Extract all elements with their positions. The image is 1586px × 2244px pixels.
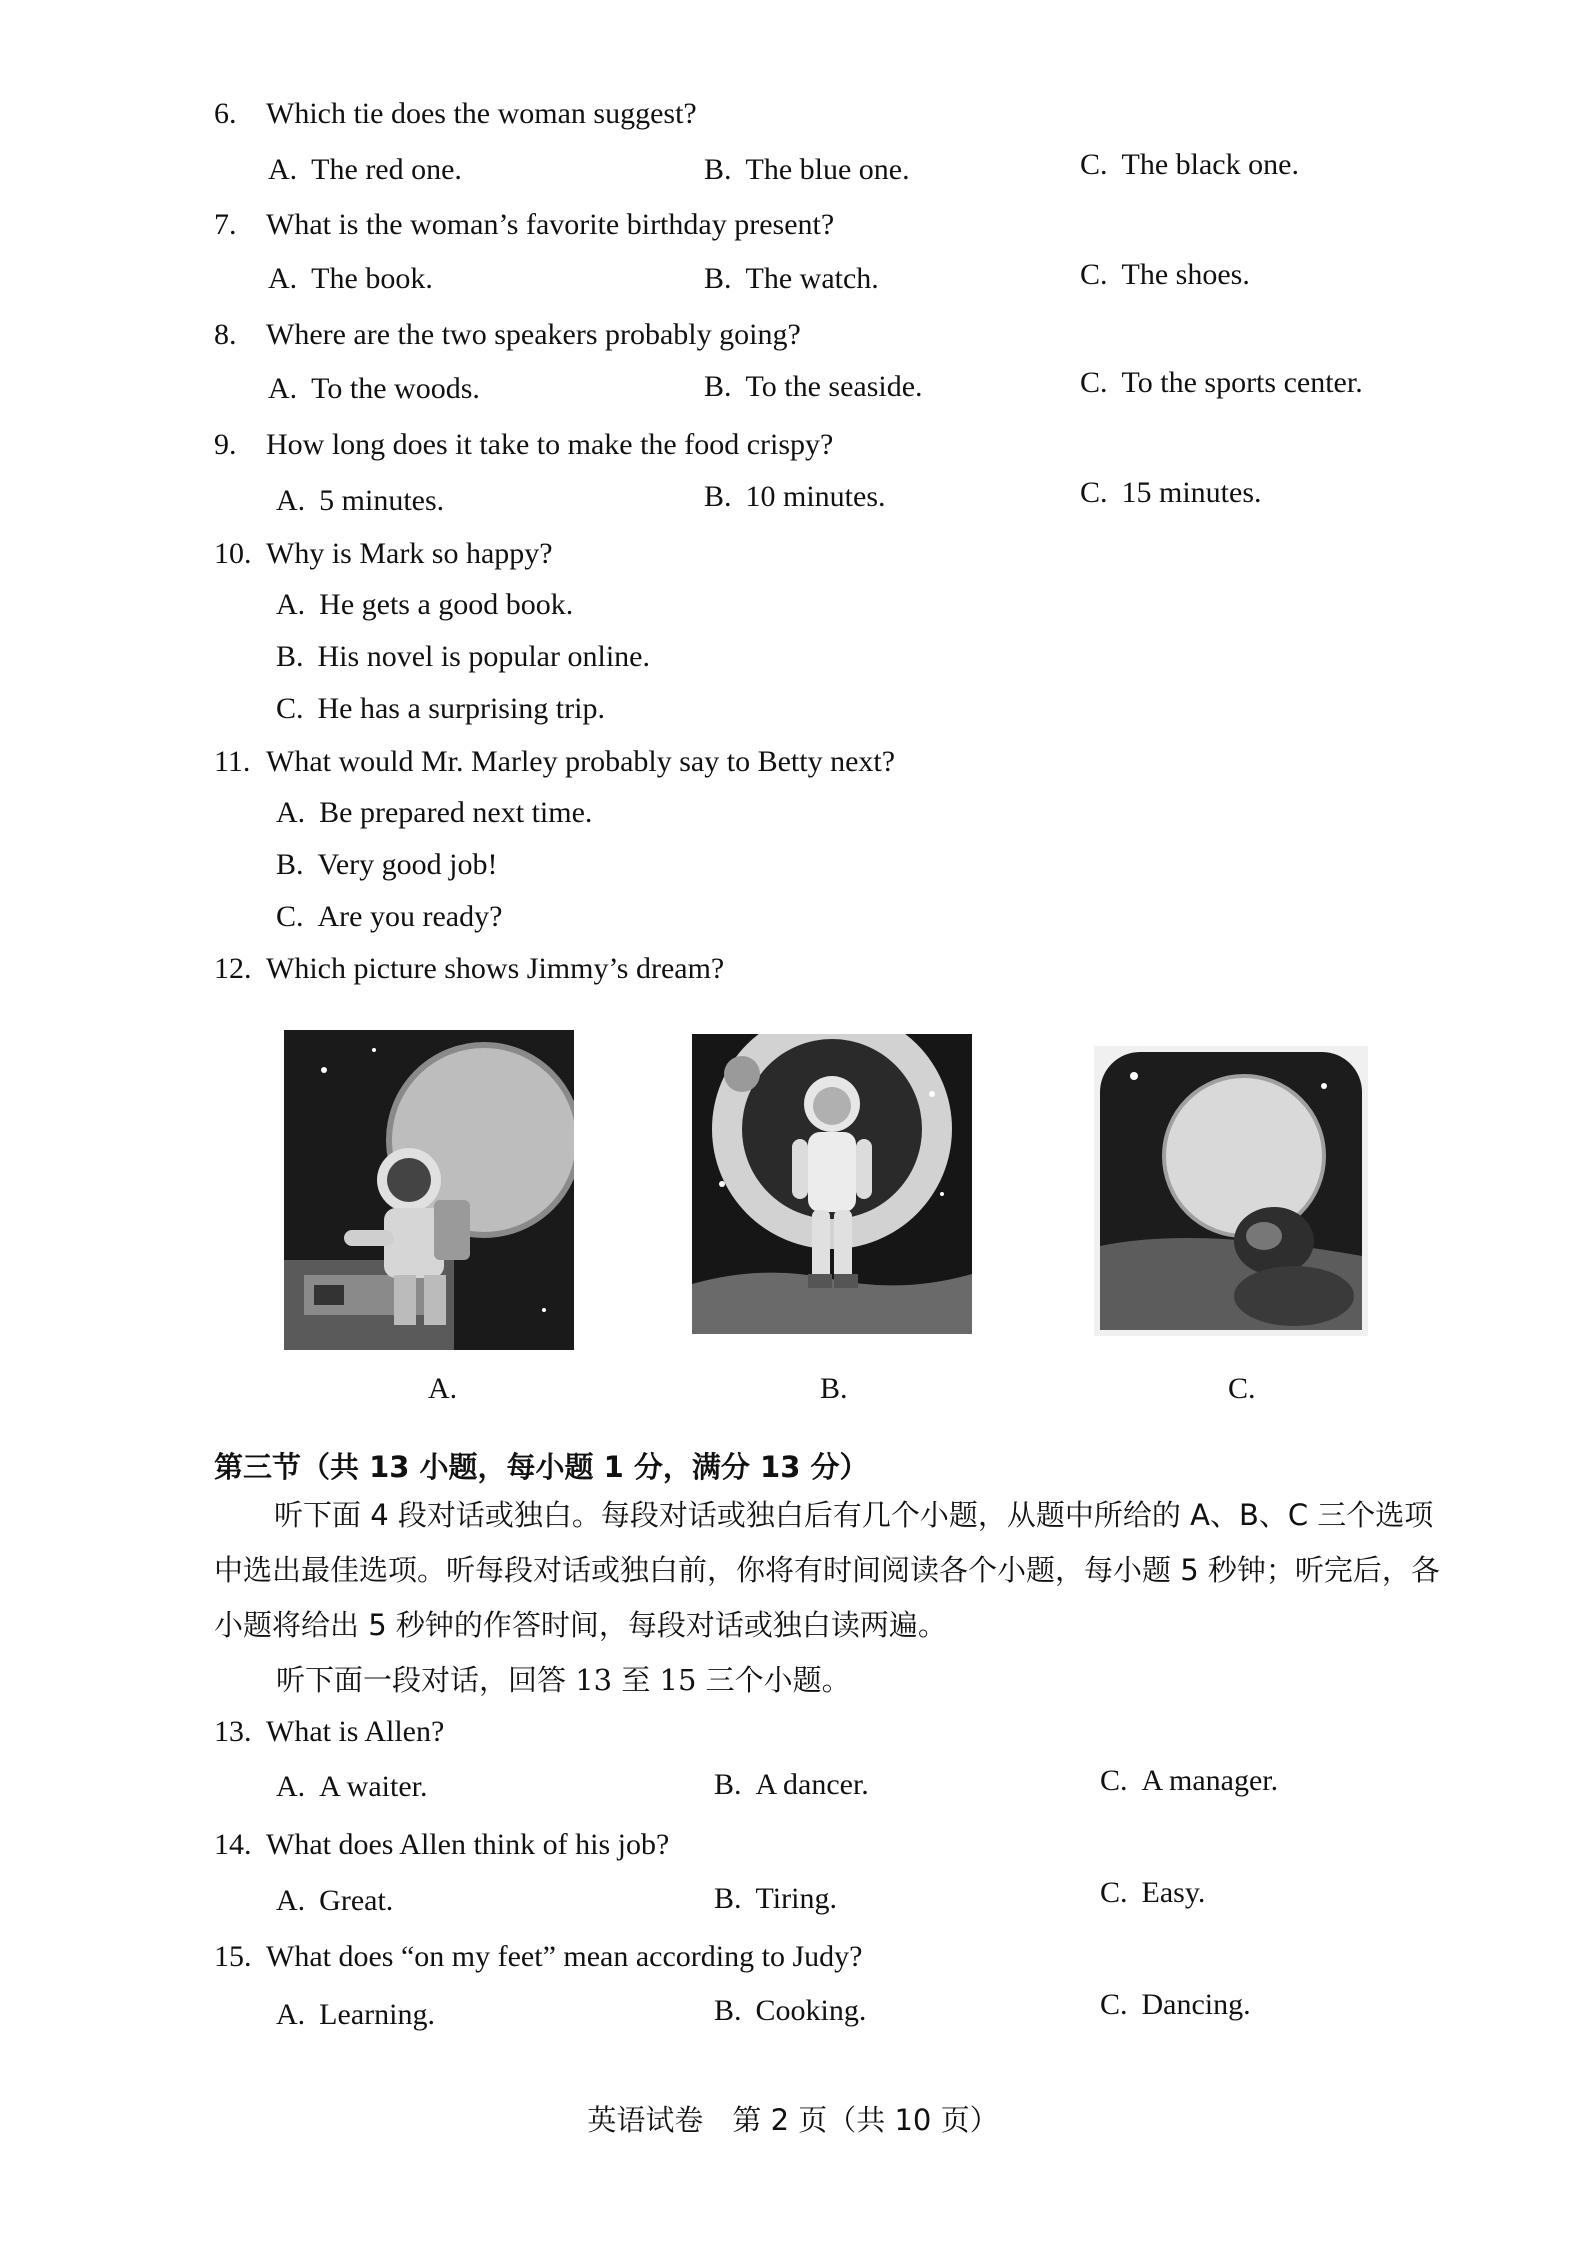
picture-c[interactable] xyxy=(1094,1046,1368,1336)
picture-b[interactable] xyxy=(692,1034,972,1334)
option-7b[interactable]: B. The watch. xyxy=(704,262,879,295)
option-7a[interactable]: A. The book. xyxy=(268,262,433,295)
option-14a[interactable]: A. Great. xyxy=(276,1884,394,1917)
option-9b[interactable]: B. 10 minutes. xyxy=(704,480,886,513)
option-15c[interactable]: C. Dancing. xyxy=(1100,1988,1251,2021)
question-text: Which tie does the woman suggest? xyxy=(266,97,697,130)
question-14: 14. What does Allen think of his job? xyxy=(214,1828,670,1861)
option-8c[interactable]: C. To the sports center. xyxy=(1080,366,1363,399)
question-11: 11. What would Mr. Marley probably say to Betty next? xyxy=(214,745,896,778)
question-7: 7. What is the woman’s favorite birthday present? xyxy=(214,208,835,241)
option-6a[interactable]: A. The red one. xyxy=(268,153,462,186)
option-11c[interactable]: C. Are you ready? xyxy=(276,900,503,933)
option-13c[interactable]: C. A manager. xyxy=(1100,1764,1279,1797)
option-8a[interactable]: A. To the woods. xyxy=(268,372,480,405)
option-7c[interactable]: C. The shoes. xyxy=(1080,258,1250,291)
picture-b-label: B. xyxy=(820,1372,848,1405)
page-footer: 英语试卷 第 2 页（共 10 页） xyxy=(587,2103,999,2137)
picture-a[interactable] xyxy=(284,1030,574,1350)
option-6c[interactable]: C. The black one. xyxy=(1080,148,1299,181)
question-number: 6. xyxy=(214,97,237,130)
option-14c[interactable]: C. Easy. xyxy=(1100,1876,1206,1909)
option-10c[interactable]: C. He has a surprising trip. xyxy=(276,692,605,725)
option-8b[interactable]: B. To the seaside. xyxy=(704,370,923,403)
question-8: 8. Where are the two speakers probably going? xyxy=(214,318,801,351)
question-15: 15. What does “on my feet” mean according to Judy? xyxy=(214,1940,863,1973)
picture-c-label: C. xyxy=(1228,1372,1256,1405)
question-6 xyxy=(214,97,697,131)
option-9c[interactable]: C. 15 minutes. xyxy=(1080,476,1262,509)
sub-instruction: 听下面一段对话，回答 13 至 15 三个小题。 xyxy=(276,1663,851,1697)
picture-a-label: A. xyxy=(428,1372,458,1405)
astronaut-walking-on-moon-icon xyxy=(692,1034,972,1334)
astronaut-looking-at-moon-icon xyxy=(1094,1046,1368,1336)
option-10b[interactable]: B. His novel is popular online. xyxy=(276,640,650,673)
option-9a[interactable]: A. 5 minutes. xyxy=(276,484,445,517)
option-11b[interactable]: B. Very good job! xyxy=(276,848,498,881)
question-12: 12. Which picture shows Jimmy’s dream? xyxy=(214,952,725,985)
section-heading: 第三节（共 13 小题，每小题 1 分，满分 13 分） xyxy=(214,1450,869,1484)
astronaut-repairing-spacecraft-icon xyxy=(284,1030,574,1350)
option-10a[interactable]: A. He gets a good book. xyxy=(276,588,574,621)
question-13: 13. What is Allen? xyxy=(214,1715,445,1748)
option-13b[interactable]: B. A dancer. xyxy=(714,1768,869,1801)
option-15a[interactable]: A. Learning. xyxy=(276,1998,435,2031)
option-11a[interactable]: A. Be prepared next time. xyxy=(276,796,593,829)
option-6b[interactable]: B. The blue one. xyxy=(704,153,910,186)
section-instructions: 听下面 4 段对话或独白。每段对话或独白后有几个小题，从题中所给的 A、B、C 三个选项中选出最佳选项。听每段对话或独白前，你将有时间阅读各个小题，每小题 5 秒钟；听完后，各小题将给出 5 秒钟的作答时间，每段对话或独白读两遍。 xyxy=(214,1498,1440,1642)
question-9: 9. How long does it take to make the food crispy? xyxy=(214,428,834,461)
question-10: 10. Why is Mark so happy? xyxy=(214,537,553,570)
option-13a[interactable]: A. A waiter. xyxy=(276,1770,428,1803)
option-14b[interactable]: B. Tiring. xyxy=(714,1882,837,1915)
option-15b[interactable]: B. Cooking. xyxy=(714,1994,867,2027)
